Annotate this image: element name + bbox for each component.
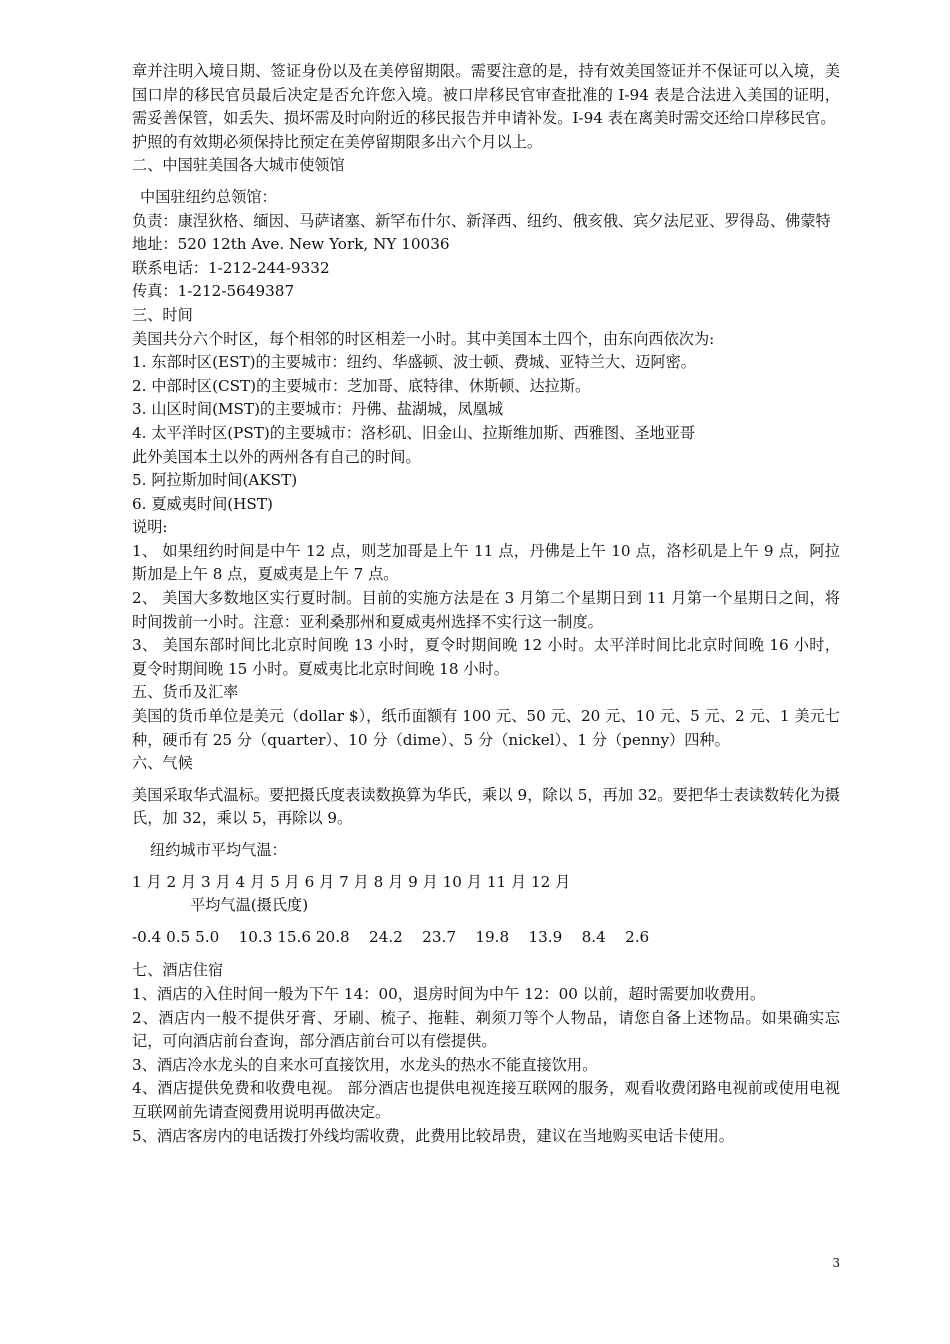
consulate-phone: 联系电话：1-212-244-9332 xyxy=(132,258,330,277)
hotel-item: 3、酒店冷水龙头的自来水可直接饮用，水龙头的热水不能直接饮用。 xyxy=(132,1055,598,1074)
temperature-label: 平均气温(摄氏度) xyxy=(190,896,309,915)
month-cell: 9 月 xyxy=(408,872,438,891)
month-cell: 10 月 xyxy=(442,872,482,891)
time-note: 3、 美国东部时间比北京时间晚 13 小时，夏令时期间晚 12 小时。太平洋时间比北京时间晚 16 小时，夏令时期间晚 15 小时。夏威夷比北京时间晚 18 小时。 xyxy=(132,636,840,678)
time-zone-item: 2. 中部时区(CST)的主要城市：芝加哥、底特律、休斯顿、达拉斯。 xyxy=(132,376,591,395)
month-cell: 11 月 xyxy=(486,872,527,891)
month-cell: 8 月 xyxy=(373,872,404,891)
month-cell: 1 月 xyxy=(132,872,162,891)
month-cell: 5 月 xyxy=(270,872,300,891)
time-zone-item: 3. 山区时间(MST)的主要城市：丹佛、盐湖城，凤凰城 xyxy=(132,400,504,419)
page-content xyxy=(132,60,840,1148)
hotel-item: 2、酒店内一般不提供牙膏、牙刷、梳子、拖鞋、剃须刀等个人物品，请您自备上述物品。如果确实忘记，可向酒店前台查询，部分酒店前台可以有偿提供。 xyxy=(132,1008,840,1051)
month-cell: 12 月 xyxy=(530,872,571,891)
section-heading-hotel: 七、酒店住宿 xyxy=(132,961,224,980)
temp-cell: 8.4 xyxy=(581,927,606,946)
passport-note: 护照的有效期必须保持比预定在美停留期限多出六个月以上。 xyxy=(132,132,543,151)
consulate-title: 中国驻纽约总领馆： xyxy=(140,187,277,206)
section-heading-consulates: 二、中国驻美国各大城市使领馆 xyxy=(132,156,345,175)
temp-cell: 19.8 xyxy=(475,927,510,946)
temperature-months-row xyxy=(132,871,840,895)
temperature-table-title: 纽约城市平均气温： xyxy=(150,841,287,859)
section-heading-currency: 五、货币及汇率 xyxy=(132,683,239,702)
hotel-item: 4、酒店提供免费和收费电视。 部分酒店也提供电视连接互联网的服务，观看收费闭路电视前或使用电视互联网前先请查阅费用说明再做决定。 xyxy=(132,1079,840,1121)
time-note: 2、 美国大多数地区实行夏时制。目前的实施方法是在 3 月第二个星期日到 11 月第一个星期日之间，将时间拨前一小时。注意：亚利桑那州和夏威夷州选择不实行这一制度。 xyxy=(132,589,840,631)
consulate-fax: 传真：1-212-5649387 xyxy=(132,282,295,301)
page-number: 3 xyxy=(832,1256,840,1270)
time-note: 1、 如果纽约时间是中午 12 点，则芝加哥是上午 11 点，丹佛是上午 10 点，洛杉矶是上午 9 点，阿拉斯加是上午 8 点，夏威夷是上午 7 点。 xyxy=(132,541,840,584)
time-zone-item: 4. 太平洋时区(PST)的主要城市：洛杉矶、旧金山、拉斯维加斯、西雅图、圣地亚哥 xyxy=(132,423,696,442)
time-zone-item: 1. 东部时区(EST)的主要城市：纽约、华盛顿、波士顿、费城、亚特兰大、迈阿密。 xyxy=(132,353,696,372)
temp-cell: 0.5 xyxy=(166,927,191,946)
temp-cell: -0.4 xyxy=(132,927,162,946)
month-cell: 7 月 xyxy=(339,872,369,891)
currency-body: 美国的货币单位是美元（dollar $），纸币面额有 100 元、50 元、20 元、10 元、5 元、2 元、1 美元七种，硬币有 25 分（quarter）、10 分（dime）、5 分（nickel）、1 分（penny）四种。 xyxy=(132,707,840,749)
time-zone-item: 6. 夏威夷时间(HST) xyxy=(132,494,273,513)
hotel-item: 1、酒店的入住时间一般为下午 14：00，退房时间为中午 12：00 以前，超时需要加收费用。 xyxy=(132,984,766,1003)
temp-cell: 5.0 xyxy=(195,927,220,946)
month-cell: 6 月 xyxy=(304,872,335,891)
temp-cell: 10.3 xyxy=(238,927,273,946)
entry-paragraph: 章并注明入境日期、签证身份以及在美停留期限。需要注意的是，持有效美国签证并不保证可以入境，美国口岸的移民官员最后决定是否允许您入境。被口岸移民官审查批准的 I-94 表是合法进入美国的证明，需妥善保管，如丢失、损坏需及时向附近的移民报告并申请补发。I-94 表在离美时需交还给口岸移民官。 xyxy=(132,62,840,128)
section-heading-climate: 六、气候 xyxy=(132,754,193,773)
time-other-note: 此外美国本土以外的两州各有自己的时间。 xyxy=(132,447,421,466)
time-zone-item: 5. 阿拉斯加时间(AKST) xyxy=(132,471,298,490)
month-cell: 2 月 xyxy=(166,872,197,891)
hotel-item: 5、酒店客房内的电话拨打外线均需收费，此费用比较昂贵，建议在当地购买电话卡使用。 xyxy=(132,1126,734,1145)
temp-cell: 13.9 xyxy=(528,927,563,946)
month-cell: 3 月 xyxy=(201,872,231,891)
temp-cell: 2.6 xyxy=(625,927,650,946)
consulate-responsible: 负责：康涅狄格、缅因、马萨诸塞、新罕布什尔、新泽西、纽约、俄亥俄、宾夕法尼亚、罗得岛、佛蒙特 xyxy=(132,211,831,230)
temp-cell: 20.8 xyxy=(315,927,350,946)
explain-label: 说明: xyxy=(132,518,168,537)
consulate-address: 地址：520 12th Ave. New York, NY 10036 xyxy=(132,235,450,254)
section-heading-time: 三、时间 xyxy=(132,305,193,324)
time-intro: 美国共分六个时区，每个相邻的时区相差一小时。其中美国本土四个，由东向西依次为: xyxy=(132,329,715,348)
temp-cell: 15.6 xyxy=(277,927,312,946)
temperature-values-row xyxy=(132,926,840,950)
temp-cell: 23.7 xyxy=(422,927,456,946)
month-cell: 4 月 xyxy=(235,872,266,891)
temp-cell: 24.2 xyxy=(369,927,403,946)
climate-body: 美国采取华式温标。要把摄氏度表读数换算为华氏，乘以 9，除以 5，再加 32。要把华士表读数转化为摄氏，加 32，乘以 5，再除以 9。 xyxy=(132,785,840,828)
